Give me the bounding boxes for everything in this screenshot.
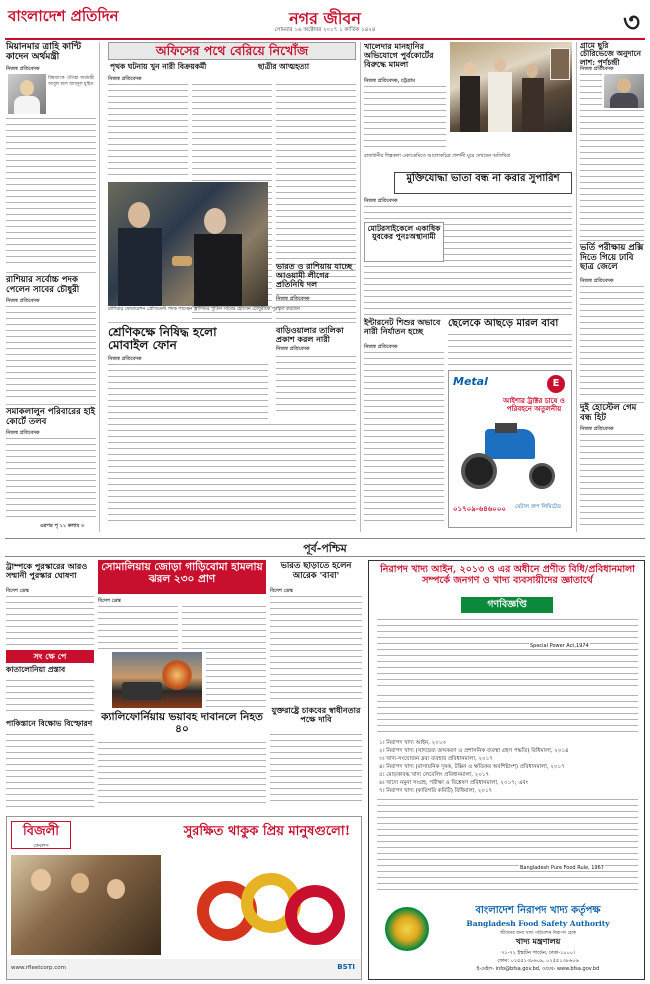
body-pakistan [6,734,94,810]
headline-banner-offisher [108,42,356,60]
caption-mia: বিশ্বব্যাংক ঐতিহ্য অর্থমন্ত্রী আবুল মাল আবদুল মুহিত [48,76,94,88]
subhead-offisher-right: ছাত্রীর আত্মহত্যা [258,62,310,71]
bomb-blast-photo [112,652,202,708]
bijli-family-photo [11,855,161,955]
byline-samakal: নিজস্ব প্রতিবেদক [6,430,40,436]
bfsa-logo [385,907,429,951]
headline-somalia: সোমালিয়ায় জোড়া গাড়িবোমা হামলায় ঝরল ২৩০ প্রাণ [101,561,263,585]
bfsa-org-bn: বাংলাদেশ নিরাপদ খাদ্য কর্তৃপক্ষ [475,905,601,916]
headline-rashi: রাশিয়ার সর্বোচ্চ পদক পেলেন সাবের চৌধুরী [6,275,80,295]
body-katalonia [6,680,94,716]
bfsa-pure-food-rule: Bangladesh Pure Food Rule, 1967 [520,865,604,871]
photo-caption-right: রাজধানীর শিল্পকলা একাডেমিতে আলোকচিত্র প্রদর্শনী ঘুরে দেখছেন অতিথিরা [364,154,511,159]
headline-motorcycle: মোটরসাইকেলে একাধিক যুবকের পুনঃঅস্থানামী [367,224,441,242]
body-bottom-center [108,424,356,526]
bijli-cables-ad[interactable] [6,816,362,980]
body-somalia [98,606,178,650]
byline-internet: নিজস্ব প্রতিবেদক [364,344,398,350]
bfsa-address: ৭১-৭২ ইস্কাটন গার্ডেন, ঢাকা-১০০০। [501,950,575,956]
headline-california: ক্যালিফোর্নিয়ায় ভয়াবহ দাবানলে নিহত ৪০ [101,711,263,735]
body-hostel [580,434,644,526]
bfsa-intro [377,619,638,691]
divider [108,322,356,323]
divider [6,272,96,273]
body-arek [270,596,362,702]
bfsa-email: ই-মেইল- info@bfsa.gov.bd, ওয়েব- www.bfsa.gov.bd [476,966,600,972]
page-number: ৩ [623,8,640,38]
bijli-site: www.rfleetcorp.com [11,965,67,971]
bfsa-subhead-box [461,597,553,613]
byline-mia: নিজস্ব প্রতিবেদক [6,66,40,72]
body-grame-side [580,74,602,108]
newspaper-logo: বাংলাদেশ প্রতিদিন [8,7,119,25]
body-offisher [108,84,188,180]
bfsa-notice [368,560,645,980]
bfsa-list-item: ৩। খাদ্য-সংযোজন দ্রব্য ব্যবহার প্রবিধানমালা, ২০১৭ [379,756,493,762]
sangkhep-banner [6,650,94,663]
somalia-headline-banner [98,560,266,594]
metal-brand: Metal [453,375,488,388]
bfsa-list-item: ২। নিরাপদ খাদ্য (খাদ্যদ্রব্য জব্দকরণ ও প্রশাসনিক ব্যবস্থা গ্রহণ পদ্ধতি) বিধিমালা, ২০১৪ [379,748,569,754]
body-mia [6,118,96,268]
byline-barigari: নিজস্ব প্রতিবেদক [276,345,310,352]
headline-khalder: খালেদার মানহানির অভিযোগে পুর্বকোর্টের বিরুদ্ধে মামলা [364,41,434,69]
byline-vorti: নিজস্ব প্রতিবেদক [580,278,614,284]
barigari-box [276,326,356,422]
column-divider [360,42,361,532]
byline-hostel: নিজস্ব প্রতিবেদক [580,426,614,432]
headline-grame: গ্রামে ছুরি চৌরিভেজে অনুদানে লাশ: পূর্ণচন্দ্রী [580,41,642,67]
body-california [98,742,266,808]
bfsa-headline: নিরাপদ খাদ্য আইন, ২০১৩ ও এর অধীনে প্রণীত বিধি/প্রবিধানমালা সম্পর্কে জনগণ ও খাদ্য ব্যবসায়ীদের জ্ঞাতার্থে [380,564,635,586]
bfsa-list [379,739,636,795]
body-rashi [6,306,96,400]
bijli-brand-sub: কেবলস [33,843,49,849]
bijli-headline: সুরক্ষিত থাকুক প্রিয় মানুষগুলো! [183,824,351,839]
byline-khalder: নিজস্ব প্রতিবেদক, চট্টগ্রাম [364,78,415,84]
bfsa-special-power-act: Special Power Act,1974 [530,643,589,649]
masthead [0,0,650,38]
motorcycle-box [364,222,444,262]
body-grame [580,110,644,238]
subhead-offisher-left: পৃথক ঘটনায় খুন নারী বিক্রয়কর্মী [110,62,207,71]
body-chhakkar [270,734,362,806]
headline-pakistan: পাকিস্তানে বিক্ষোভ বিস্ফোরণ [6,719,93,728]
bsti-badge: BSTI [337,963,355,971]
photo-caption-center: রাশিয়ার ফেডারেশন প্রেসিডেন্ট পদক পাচ্ছেন ভ্লাদিমির পুতিন সাবের হোসেন চৌধুরীকে পুরস্কৃত করছেন [108,307,300,312]
bijli-footer-bar [7,959,361,979]
headline-muktijoddha: মুক্তিযোদ্ধা ভাতা বন্ধ না করার সুপারিশ [406,173,560,184]
putin-award-photo [108,182,268,306]
bfsa-org-tag: জীবনের জন্য খাদ্য পরিবেশন নিরাপদ হোক [499,931,577,936]
byline-trump: বিদেশ ডেস্ক [6,588,29,594]
headline-internet: ইন্টারনেট শিশুর অভাবে নারী নির্যাতন হচ্ছে [364,317,441,336]
byline-offisher: নিজস্ব প্রতিবেদক [108,76,142,82]
body-somalia-3 [206,652,266,708]
tractor-image [455,423,567,493]
portrait-photo [8,74,46,114]
band-rule-top [5,538,645,539]
section-band-purba-paschim: পূর্ব-পশ্চিম [303,542,347,555]
body-samakal [6,438,96,520]
eicher-logo: E [547,375,565,393]
body-barigari [276,356,356,414]
jump-samakal: এরপর পৃ ১১ কলাম ৩ [40,523,85,529]
byline-shrenikkhe: নিজস্ব প্রতিবেদক [108,356,142,362]
headline-shrenikkhe: শ্রেণিকক্ষে নিষিদ্ধ হলো মোবাইল ফোন [108,325,217,353]
masthead-divider [5,38,645,40]
headline-mia: মিয়ানমার ত্রাহি কাণ্টি কাদেন অর্থমন্ত্রী [6,42,82,63]
metal-tractor-ad[interactable] [448,370,572,528]
headline-bharat: ভারত ও রাশিয়ায় যাচ্ছে আওয়ামী লীগের প্রতিনিধি দল [276,261,353,289]
bfsa-phone: ফোন: ০২৫৫১৩৮৬০৯, ০২৫৫১৩৮৬০৬ [497,958,579,964]
metal-phone: ০১৭০৯-৬৪৬০০০ [453,505,506,513]
body-trump [6,596,94,646]
body-shrenikkhe [108,364,268,420]
bfsa-list-item: ৪। নিরাপদ খাদ্য (রাসায়নিক দূষক, টক্সিন ও ক্ষতিকর অবশিষ্টাংশ) প্রবিধানমালা, ২০১৭ [379,764,565,770]
bfsa-list-item: ৫। মোড়কাবদ্ধ খাদ্য লেবেলিং প্রবিধানমালা, ২০১৭ [379,772,490,778]
exhibition-photo [450,42,572,132]
section-title: নগর জীবন [289,9,361,28]
bfsa-para-2 [377,695,638,735]
byline-arek: বিদেশ ডেস্ক [270,588,293,594]
bfsa-para-3 [377,799,638,895]
bijli-logo-box [11,821,71,849]
bfsa-ministry: খাদ্য মন্ত্রণালয় [515,936,561,946]
bfsa-subhead: গণবিজ্ঞপ্তি [487,599,527,610]
muktijoddha-box [394,172,572,194]
portrait-photo-right [604,74,644,108]
body-chheleke [448,334,572,366]
body-khalder [364,86,446,152]
bfsa-org-en: Bangladesh Food Safety Authority [466,919,610,928]
bfsa-list-item: ১। নিরাপদ খাদ্য আইন, ২০১৩ [379,740,446,746]
metal-company: মেটাল গ্রুপ লিমিটেড [515,504,561,510]
metal-tagline: আইশার ট্রাক্টর চাষে ও পরিবহনে অতুলনীয় [503,396,565,413]
headline-arek: ভারত ছাড়াতে হলেন আরেক 'বাবা' [280,561,352,581]
byline-grame: নিজস্ব প্রতিবেদক [580,66,614,72]
headline-sangkhep: সং ক্ষে পে [33,652,67,661]
bfsa-list-item: ৬। খাদ্যে নমুনা সংগ্রহ, পরীক্ষা ও বিশ্লেষণ প্রবিধানমালা, ২০১৭; এবং [379,780,528,786]
headline-vorti: ভর্তি পরীক্ষায় প্রক্সি দিতে গিয়ে ঢাবি ছাত্র জেলে [580,243,644,273]
bfsa-list-item: ৭। নিরাপদ খাদ্য (কারিগরি কমিটি) বিধিমালা, ২০১৭ [379,788,493,794]
headline-hostel: দুই হোস্টেল গেম বন্ধ হিট [580,403,637,423]
byline-somalia: বিদেশ ডেস্ক [98,598,121,604]
byline-rashi: নিজস্ব প্রতিবেদক [6,298,40,304]
headline-samakal: সমাকলালুন পরিবারের হাই কোর্টে তলব [6,407,96,427]
cable-coils-image [197,867,347,953]
body-internet [364,352,444,526]
headline-trump: ট্রাম্পকে পুরস্কারের আরও সম্মানী পুরস্কার ঘোষণা [6,561,88,580]
column-divider [99,42,100,532]
headline-barigari: বাড়িওয়ালার তালিকা প্রকাশ করল নারী [276,325,344,344]
bijli-brand: বিজলী [23,824,59,839]
divider [6,404,96,405]
headline-katalonia: কাতালোনিয়া প্রস্তাব [6,665,66,674]
headline-offisher: অফিসের পথে বেরিয়ে নিখোঁজ [155,43,309,58]
byline-muktijoddha: নিজস্ব প্রতিবেদক [364,198,398,204]
divider [580,240,644,241]
body-somalia-2 [182,606,266,650]
body-vorti [580,286,644,398]
headline-chhakkar: যুক্তরাষ্ট্রে চাকবের স্বাধীনতার পক্ষে দাবি [271,705,361,724]
dateline: সোমবার ১৬ অক্টোবর ২০১৭ ১ কার্তিক ১৪২৪ [274,27,376,33]
band-rule-bottom [5,556,645,557]
column-divider [576,42,577,532]
headline-chheleke: ছেলেকে আছড়ে মারল বাবা [448,318,559,329]
byline-bharat: নিজস্ব প্রতিবেদক [276,296,310,302]
